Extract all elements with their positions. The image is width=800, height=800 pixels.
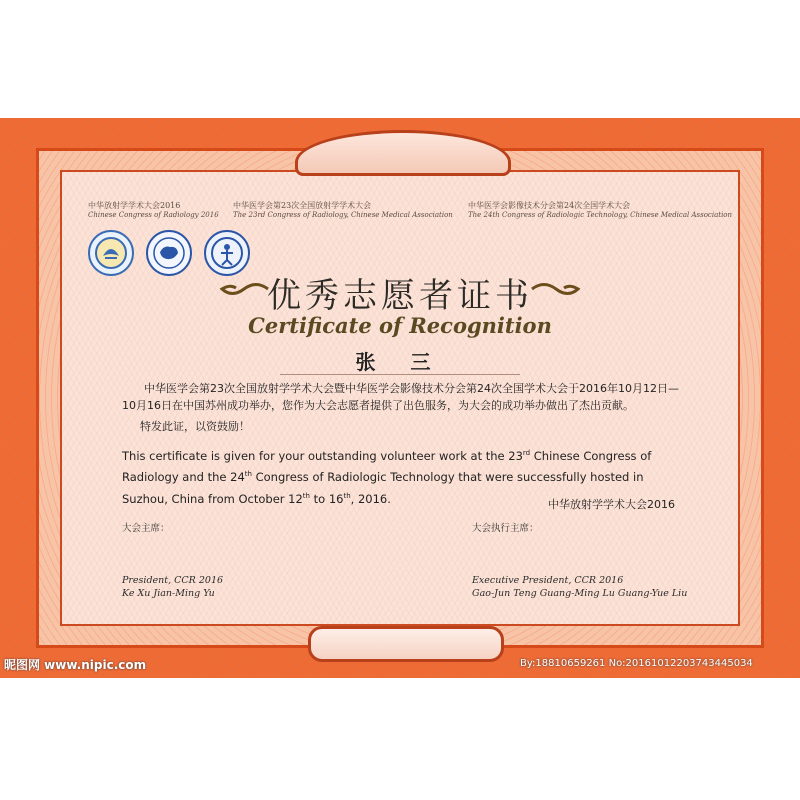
body-en-part-2: Chinese Congress of Radiology and the 24 [122,448,652,485]
organization-3-zh: 中华医学会影像技术分会第24次全国学术大会 [468,201,631,210]
body-en-part-4: to 16 [309,491,344,506]
president-signature [122,574,223,600]
certificate [0,118,800,678]
president-title: President, CCR 2016 [122,575,224,586]
executive-president-signature [472,574,687,600]
body-text-zh-closing: 特发此证，以资鼓励！ [140,420,250,433]
certificate-title-en: Certificate of Recognition [248,313,552,338]
organization-2 [233,200,453,219]
body-en-sup-2: th [244,470,252,479]
executive-president-title: Executive President, CCR 2016 [472,575,624,586]
organization-2-zh: 中华医学会第23次全国放射学学术大会 [233,201,372,210]
body-en-part-5: , 2016. [350,491,391,506]
body-en-sup-3: th [302,491,310,500]
organization-1 [88,200,219,219]
executive-president-names: Gao-Jun Teng Guang-Ming Lu Guang-Yue Liu [472,588,688,599]
watermark-left: 昵图网 www.nipic.com [4,658,147,672]
lotus-emblem-icon [94,236,128,270]
bottom-ribbon-ornament [308,626,504,662]
body-text-zh: 中华医学会第23次全国放射学学术大会暨中华医学会影像技术分会第24次全国学术大会于2016年10月12日—10月16日在中国苏州成功举办，您作为大会志愿者提供了出色服务，为大会的成功举办做出了杰出贡献。 [122,382,679,412]
executive-president-label: 大会执行主席： [472,523,539,534]
recipient-name: 张 三 [355,350,445,374]
body-en-sup-1: rd [522,449,531,457]
organization-3 [468,200,732,219]
society-emblem-icon [88,230,134,276]
president-names: Ke Xu Jian-Ming Yu [122,588,215,599]
body-en-sup-4: th [343,491,351,500]
map-emblem-icon [152,236,186,270]
watermark-right: By:18810659261 No:20161012203743445034 [520,658,753,669]
organization-1-zh: 中华放射学学术大会2016 [88,201,181,210]
recipient-underline [280,374,520,375]
body-en-part-3: Congress of Radiologic Technology that were successfully hosted in Suzhou, China from October 12 [122,470,644,506]
top-ribbon-ornament [295,130,511,176]
president-label: 大会主席： [122,523,170,534]
body-en-part-1: This certificate is given for your outstanding volunteer work at the 23 [122,448,523,463]
figure-emblem-icon [210,236,244,270]
organization-1-en: Chinese Congress of Radiology 2016 [88,211,219,219]
radiology-association-logo [146,230,192,276]
certificate-title-zh: 优秀志愿者证书 [267,276,533,316]
organization-2-en: The 23rd Congress of Radiology, Chinese Medical Association [233,211,453,219]
issuer-name: 中华放射学学术大会2016 [548,498,675,511]
organization-3-en: The 24th Congress of Radiologic Technology, Chinese Medical Association [468,211,733,219]
